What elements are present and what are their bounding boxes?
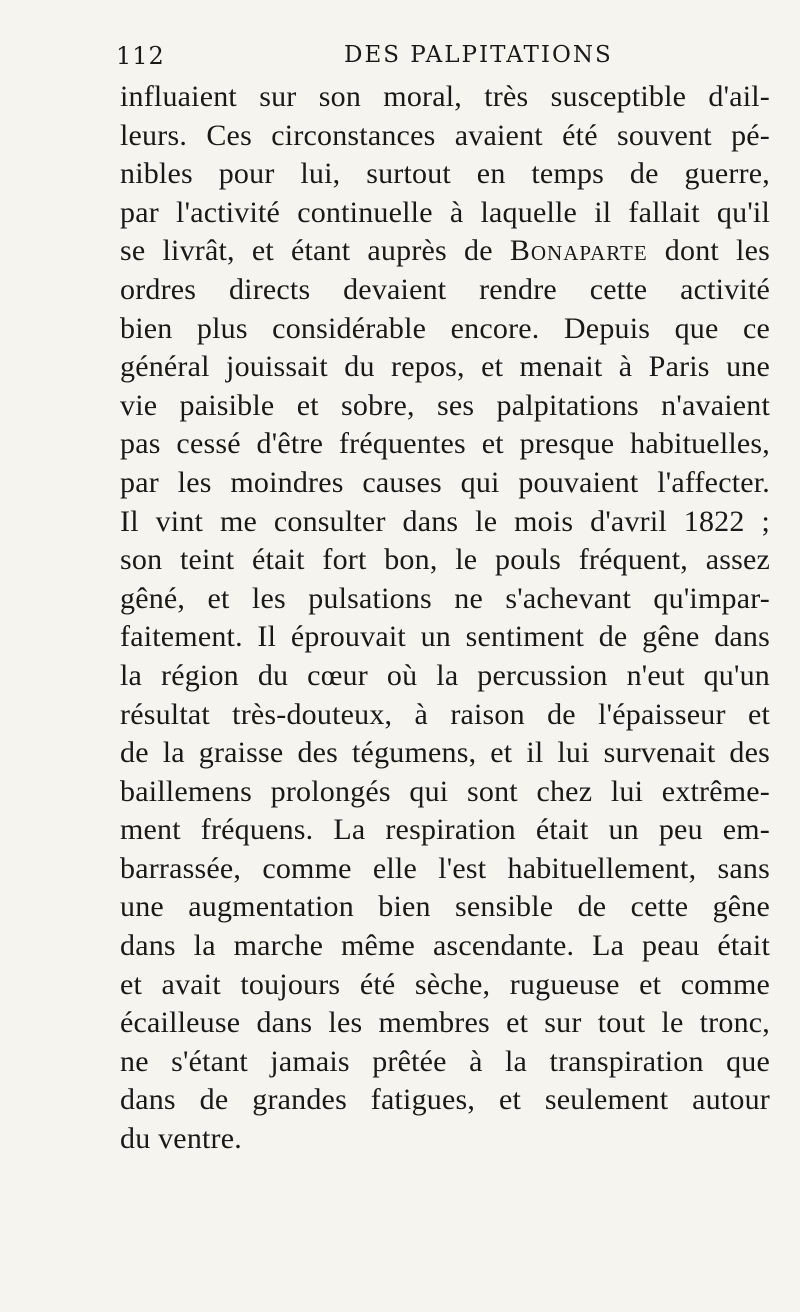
text-line: par l'activité continuelle à laquelle il fallait qu'il bbox=[120, 195, 770, 229]
text-line: dans de grandes fatigues, et seulement autour bbox=[120, 1083, 770, 1117]
text-line: du ventre. bbox=[120, 1122, 242, 1156]
running-title: DES PALPITATIONS bbox=[344, 42, 613, 68]
text-line: barrassée, comme elle l'est habituellement, sans bbox=[120, 851, 770, 885]
text-line: écailleuse dans les membres et sur tout le tronc, bbox=[120, 1006, 770, 1040]
text-line: la région du cœur où la percussion n'eut qu'un bbox=[120, 658, 770, 692]
text-line-end: dont les bbox=[647, 234, 770, 268]
text-line: général jouissait du repos, et menait à Paris une bbox=[120, 350, 770, 384]
text-line-start: se livrât, et étant auprès de bbox=[120, 234, 510, 268]
page-number: 112 bbox=[116, 42, 165, 70]
text-line: leurs. Ces circonstances avaient été souvent pé- bbox=[120, 118, 770, 152]
text-line: de la graisse des tégumens, et il lui survenait des bbox=[120, 736, 770, 770]
text-line: ment fréquens. La respiration était un peu em- bbox=[120, 813, 770, 847]
text-line: une augmentation bien sensible de cette gêne bbox=[120, 890, 770, 924]
text-line: résultat très-douteux, à raison de l'épaisseur et bbox=[120, 697, 770, 731]
body-text bbox=[120, 78, 770, 1159]
text-line: pas cessé d'être fréquentes et presque habituelles, bbox=[120, 427, 770, 461]
person-name: Bonaparte bbox=[509, 234, 648, 268]
text-line: baillemens prolongés qui sont chez lui extrême- bbox=[120, 774, 770, 808]
text-line: son teint était fort bon, le pouls fréquent, assez bbox=[120, 543, 770, 577]
text-line: bien plus considérable encore. Depuis que ce bbox=[120, 311, 770, 345]
text-line: par les moindres causes qui pouvaient l'affecter. bbox=[120, 465, 770, 499]
text-line: ne s'étant jamais prêtée à la transpiration que bbox=[120, 1044, 770, 1078]
text-line: Il vint me consulter dans le mois d'avril 1822 ; bbox=[120, 504, 770, 538]
text-line: gêné, et les pulsations ne s'achevant qu'impar- bbox=[120, 581, 770, 615]
text-line: vie paisible et sobre, ses palpitations n'avaient bbox=[120, 388, 770, 422]
text-line bbox=[120, 232, 770, 271]
text-line: dans la marche même ascendante. La peau était bbox=[120, 929, 770, 963]
text-line: faitement. Il éprouvait un sentiment de gêne dans bbox=[120, 620, 770, 654]
text-line: ordres directs devaient rendre cette activité bbox=[120, 272, 770, 306]
running-head bbox=[98, 40, 738, 74]
text-line: nibles pour lui, surtout en temps de guerre, bbox=[120, 157, 770, 191]
text-line: influaient sur son moral, très susceptible d'ail- bbox=[120, 80, 770, 113]
text-line: et avait toujours été sèche, rugueuse et comme bbox=[120, 967, 770, 1001]
